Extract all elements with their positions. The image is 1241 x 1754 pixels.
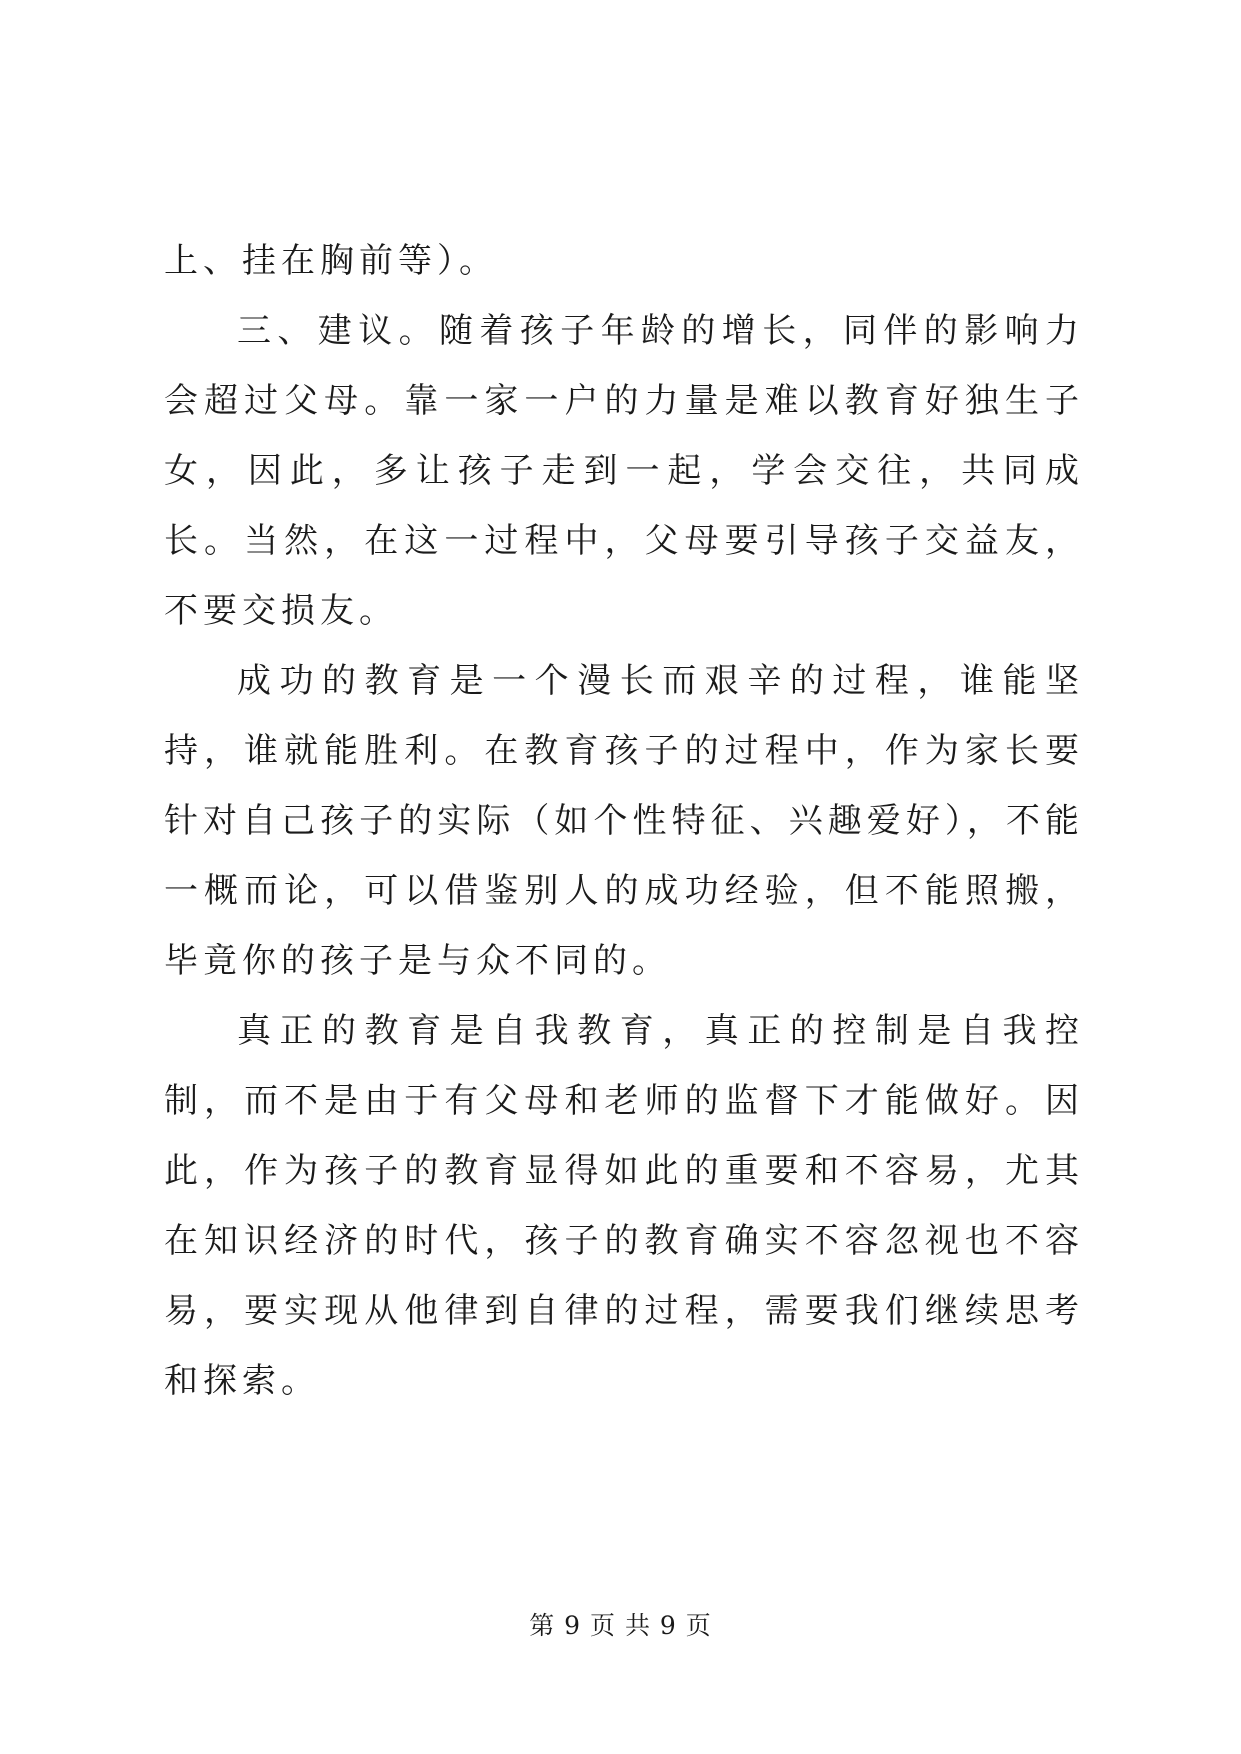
paragraph-continuation: 上、挂在胸前等）。 bbox=[164, 241, 498, 281]
paragraph-success: 成功的教育是一个漫长而艰辛的过程，谁能坚持，谁就能胜利。在教育孩子的过程中，作为家长要针对自己孩子的实际（如个性特征、兴趣爱好），不能一概而论，可以借鉴别人的成功经验，但不能照搬，毕竟你的孩子是与众不同的。 bbox=[164, 661, 1084, 981]
body-text bbox=[164, 226, 1084, 1416]
paragraph-self-education: 真正的教育是自我教育，真正的控制是自我控制，而不是由于有父母和老师的监督下才能做好。因此，作为孩子的教育显得如此的重要和不容易，尤其在知识经济的时代，孩子的教育确实不容忽视也不容易，要实现从他律到自律的过程，需要我们继续思考和探索。 bbox=[164, 1011, 1084, 1401]
paragraph-suggestion: 三、建议。随着孩子年龄的增长，同伴的影响力会超过父母。靠一家一户的力量是难以教育好独生子女，因此，多让孩子走到一起，学会交往，共同成长。当然，在这一过程中，父母要引导孩子交益友，不要交损友。 bbox=[164, 311, 1084, 631]
page-footer: 第 9 页 共 9 页 bbox=[529, 1611, 712, 1640]
